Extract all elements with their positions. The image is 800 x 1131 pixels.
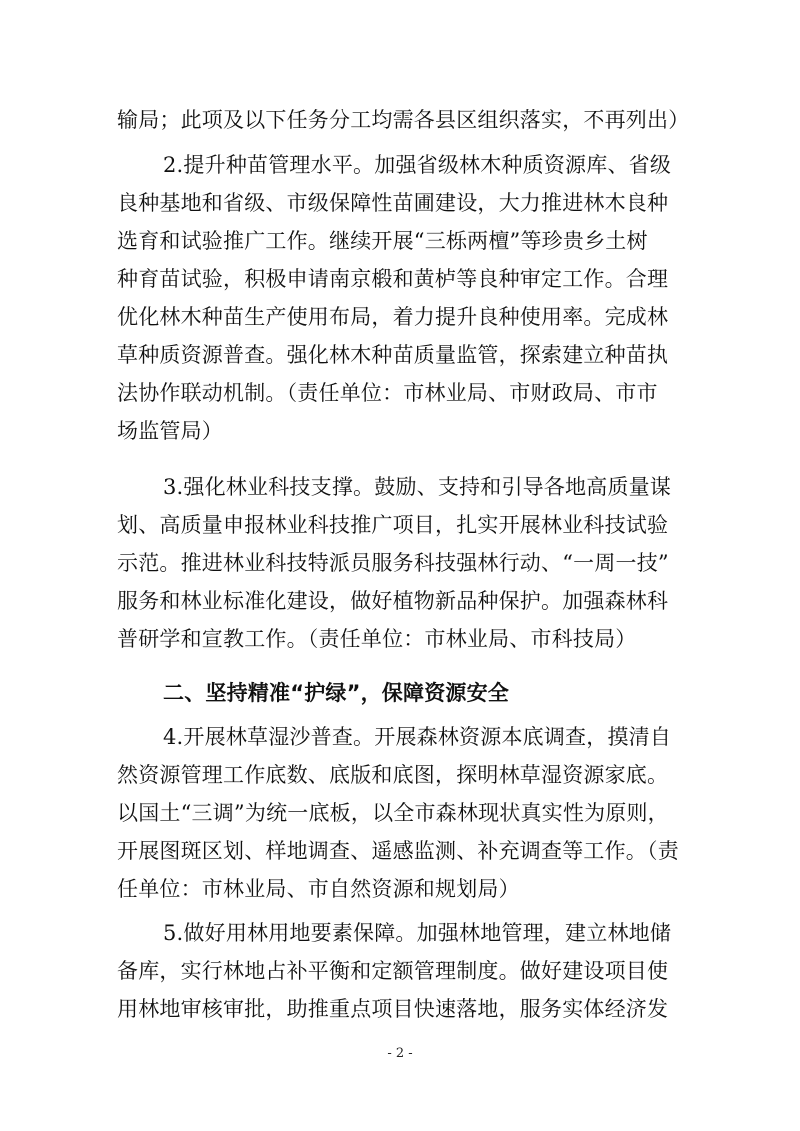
page-number: - 2 -	[387, 1046, 413, 1061]
body-line	[117, 264, 687, 294]
item-4-line	[163, 722, 687, 752]
item-2-line	[163, 150, 687, 180]
line-text: 备库，实行林地占补平衡和定额管理制度。做好建设项目使	[117, 959, 669, 983]
line-text: 良种基地和省级、市级保障性苗圃建设，大力推进林木良种	[117, 191, 669, 215]
line-text: 以国土“三调”为统一底板，以全市森林现状真实性为原则，	[117, 801, 669, 825]
item-4-title: 4.开展林草湿沙普查。	[163, 725, 375, 749]
line-text: 加强省级林木种质资源库、省级	[374, 153, 672, 177]
line-text: 示范。推进林业科技特派员服务科技强林行动、“一周一技”	[117, 551, 669, 575]
line-text: 法协作联动机制。（责任单位：市林业局、市财政局、市市	[117, 381, 658, 405]
line-text: 划、高质量申报林业科技推广项目，扎实开展林业科技试验	[117, 513, 669, 537]
line-text: 任单位：市林业局、市自然资源和规划局）	[117, 877, 520, 901]
line-text: 开展森林资源本底调查，摸清自	[374, 725, 672, 749]
body-line	[117, 836, 687, 866]
item-3-line	[163, 472, 687, 502]
body-line	[117, 994, 687, 1024]
body-line	[117, 105, 690, 135]
line-text: 用林地审核审批，助推重点项目快速落地，服务实体经济发	[117, 997, 669, 1021]
section-heading-text: 二、坚持精准“护绿”，保障资源安全	[163, 681, 510, 705]
line-text: 加强林地管理，建立林地储	[416, 921, 672, 945]
body-line	[117, 586, 687, 616]
body-line	[117, 548, 687, 578]
line-text: 种育苗试验，积极申请南京椴和黄栌等良种审定工作。合理	[117, 267, 669, 291]
line-text: 开展图斑区划、样地调查、遥感监测、补充调查等工作。（责	[117, 839, 679, 863]
line-text: 输局；此项及以下任务分工均需各县区组织落实，不再列出）	[117, 108, 690, 132]
body-line	[117, 226, 687, 256]
body-line	[117, 416, 687, 446]
body-line	[117, 798, 687, 828]
line-text: 选育和试验推广工作。继续开展“三栎两檀”等珍贵乡土树	[117, 229, 648, 253]
line-text: 普研学和宣教工作。（责任单位：市林业局、市科技局）	[117, 627, 637, 651]
line-text: 然资源管理工作底数、底版和底图，探明林草湿资源家底。	[117, 763, 669, 787]
line-text: 草种质资源普查。强化林木种苗质量监管，探索建立种苗执	[117, 343, 669, 367]
body-line	[117, 874, 687, 904]
item-5-title: 5.做好用林用地要素保障。	[163, 921, 417, 945]
line-text: 服务和林业标准化建设，做好植物新品种保护。加强森林科	[117, 589, 669, 613]
body-line	[117, 302, 687, 332]
line-text: 优化林木种苗生产使用布局，着力提升良种使用率。完成林	[117, 305, 669, 329]
line-text: 场监管局）	[117, 419, 223, 443]
body-line	[117, 510, 687, 540]
body-line	[117, 956, 687, 986]
item-3-title: 3.强化林业科技支撑。	[163, 475, 375, 499]
body-line	[117, 188, 687, 218]
body-line	[117, 378, 687, 408]
section-heading	[163, 678, 687, 708]
body-line	[117, 340, 687, 370]
body-line	[117, 624, 687, 654]
item-2-title: 2.提升种苗管理水平。	[163, 153, 375, 177]
body-line	[117, 760, 687, 790]
line-text: 鼓励、支持和引导各地高质量谋	[374, 475, 672, 499]
item-5-line	[163, 918, 687, 948]
